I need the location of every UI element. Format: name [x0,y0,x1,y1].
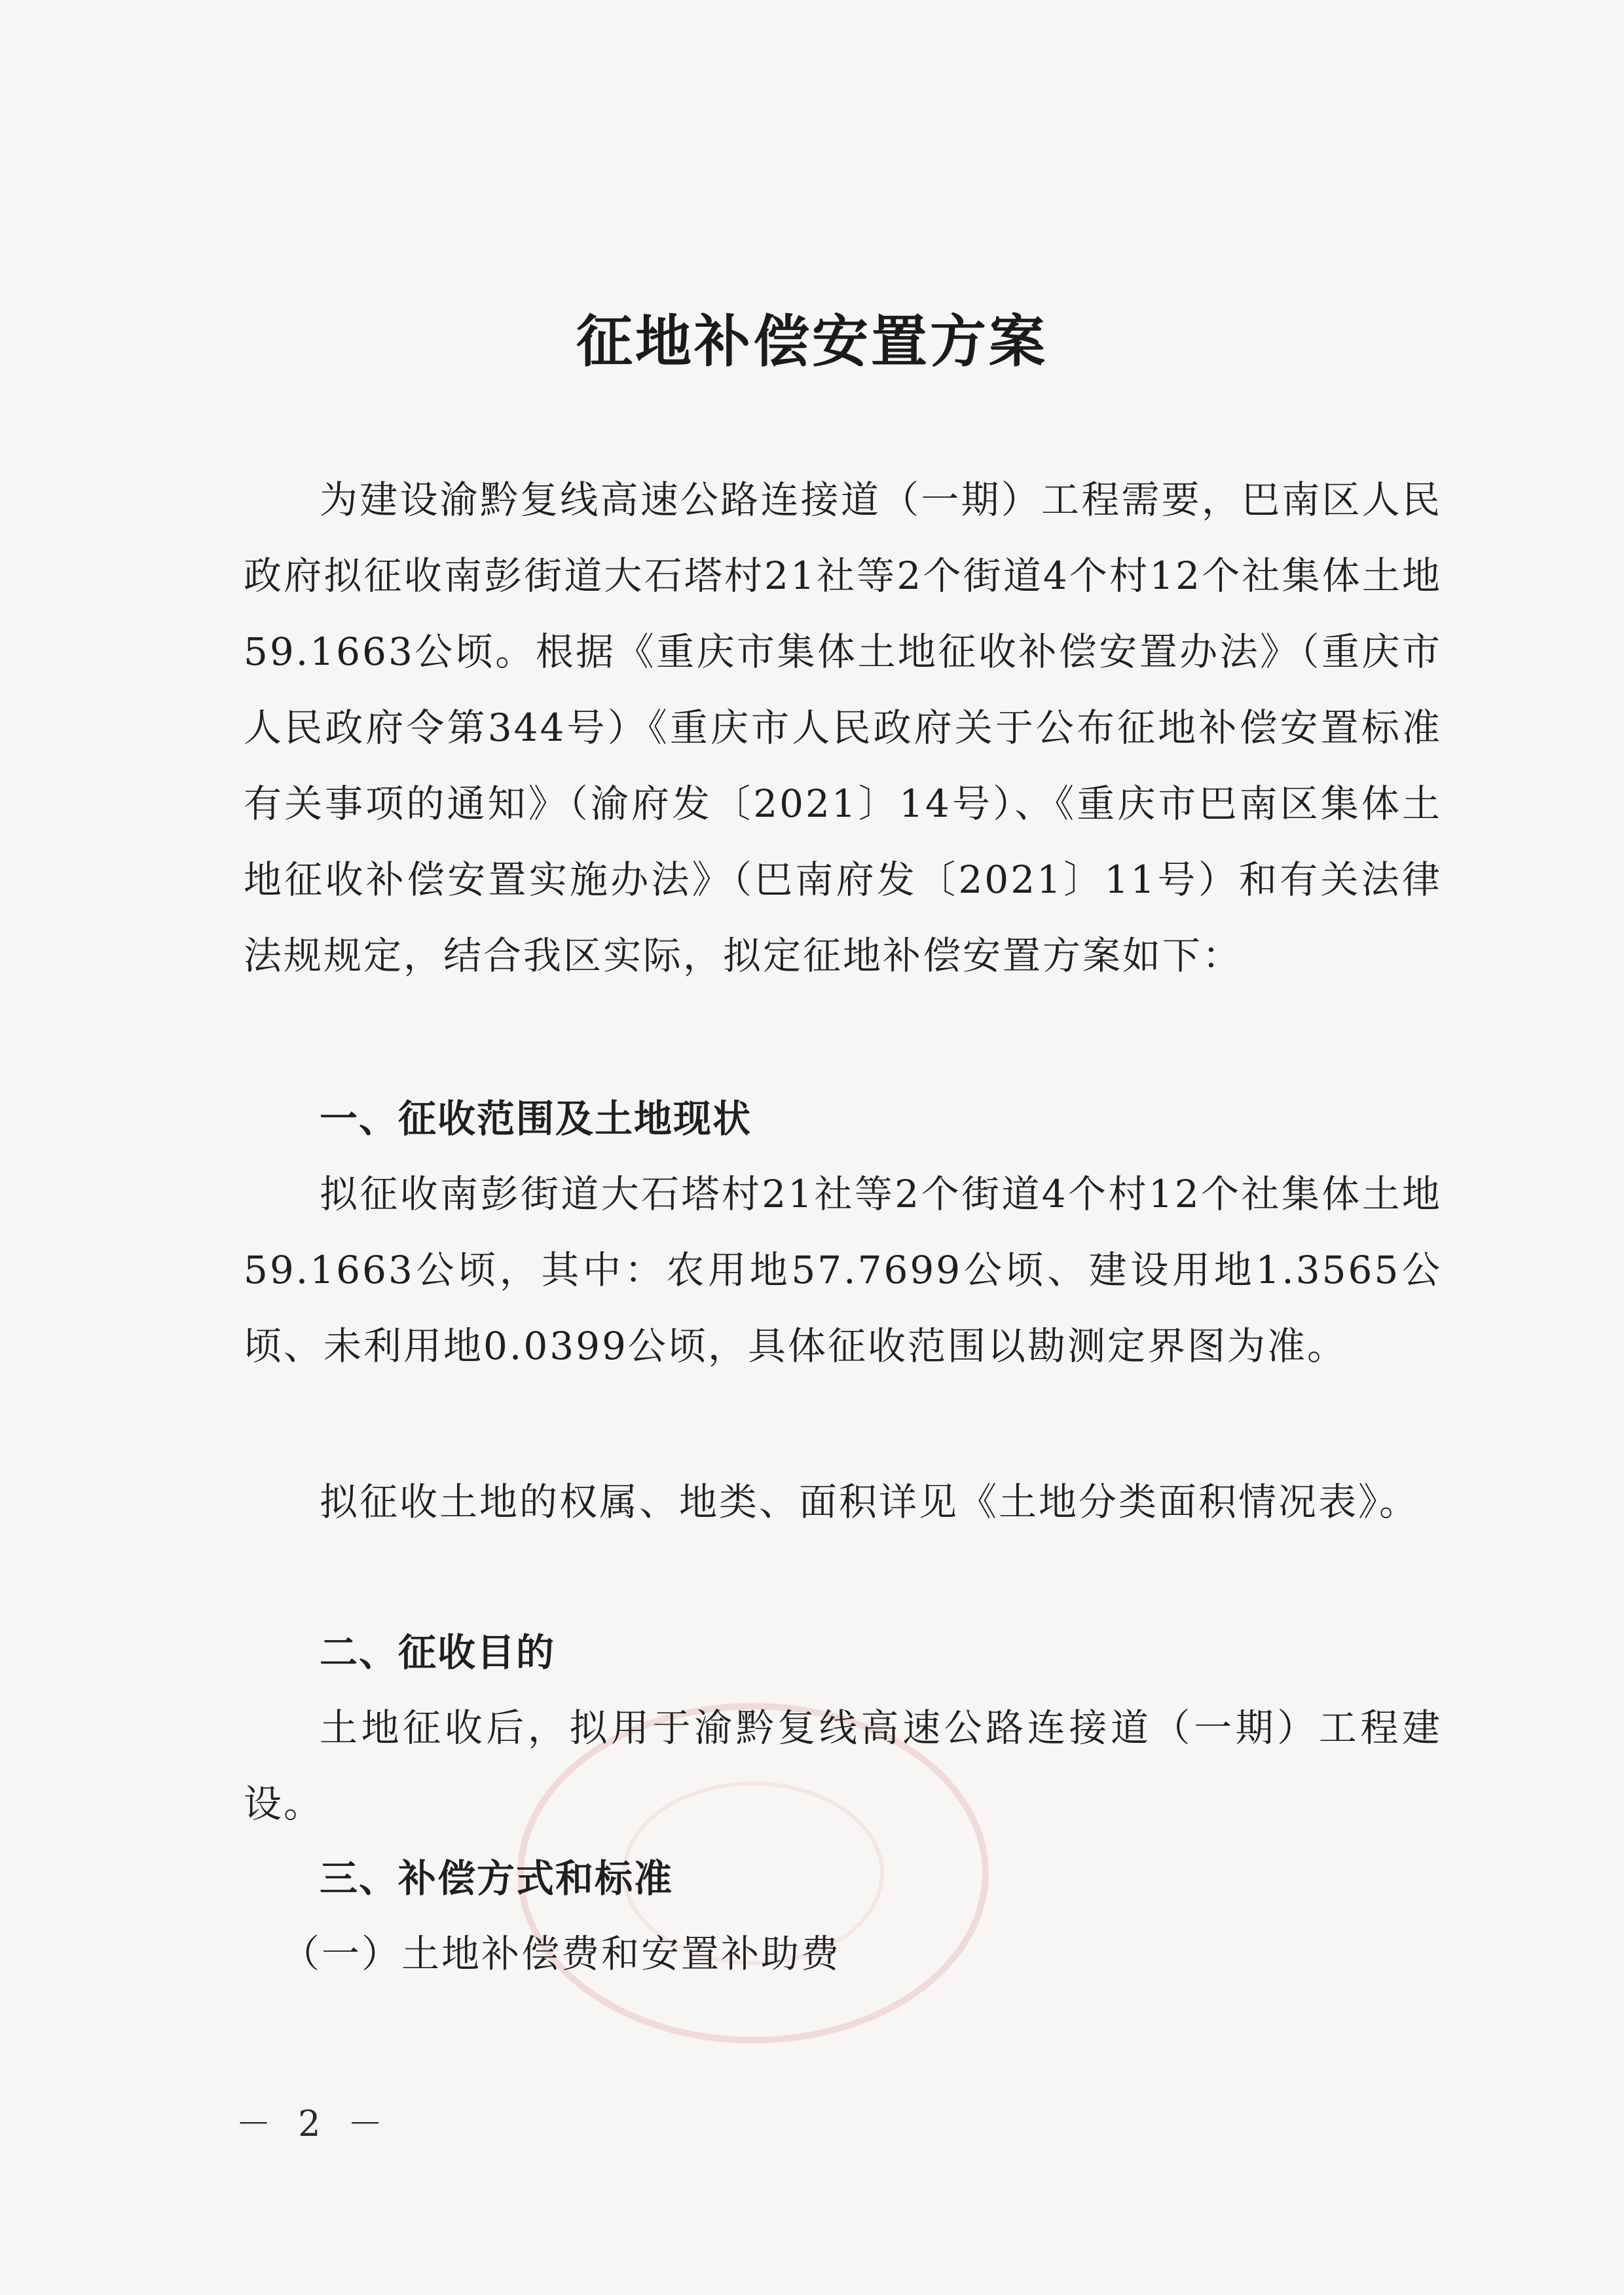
scope-paragraph: 拟征收南彭街道大石塔村21社等2个街道4个村12个社集体土地59.1663公顷，其中：农用地57.7699公顷、建设用地1.3565公顷、未利用地0.0399公顷，具体征收范围以勘测定界图为准。 [244,1172,1442,1368]
document-title: 征地补偿安置方案 [576,308,1048,375]
purpose-paragraph: 土地征收后，拟用于渝黔复线高速公路连接道（一期）工程建设。 [244,1706,1442,1826]
section-heading-scope: 一、征收范围及土地现状 [320,1096,752,1141]
land-table-reference-paragraph: 拟征收土地的权属、地类、面积详见《土地分类面积情况表》。 [320,1480,1420,1524]
section-heading-compensation: 三、补偿方式和标准 [320,1856,674,1901]
intro-paragraph: 为建设渝黔复线高速公路连接道（一期）工程需要，巴南区人民政府拟征收南彭街道大石塔村21社等2个街道4个村12个社集体土地59.1663公顷。根据《重庆市集体土地征收补偿安置办法》（重庆市人民政府令第344号）《重庆市人民政府关于公布征地补偿安置标准有关事项的通知》（渝府发〔2021〕14号）、《重庆市巴南区集体土地征收补偿安置实施办法》（巴南府发〔2021〕11号）和有关法律法规规定，结合我区实际，拟定征地补偿安置方案如下： [244,477,1442,978]
subsection-heading-land-compensation: （一）土地补偿费和安置补助费 [282,1931,841,1976]
page-number: － 2 － [236,2103,391,2144]
section-heading-purpose: 二、征收目的 [320,1630,556,1675]
